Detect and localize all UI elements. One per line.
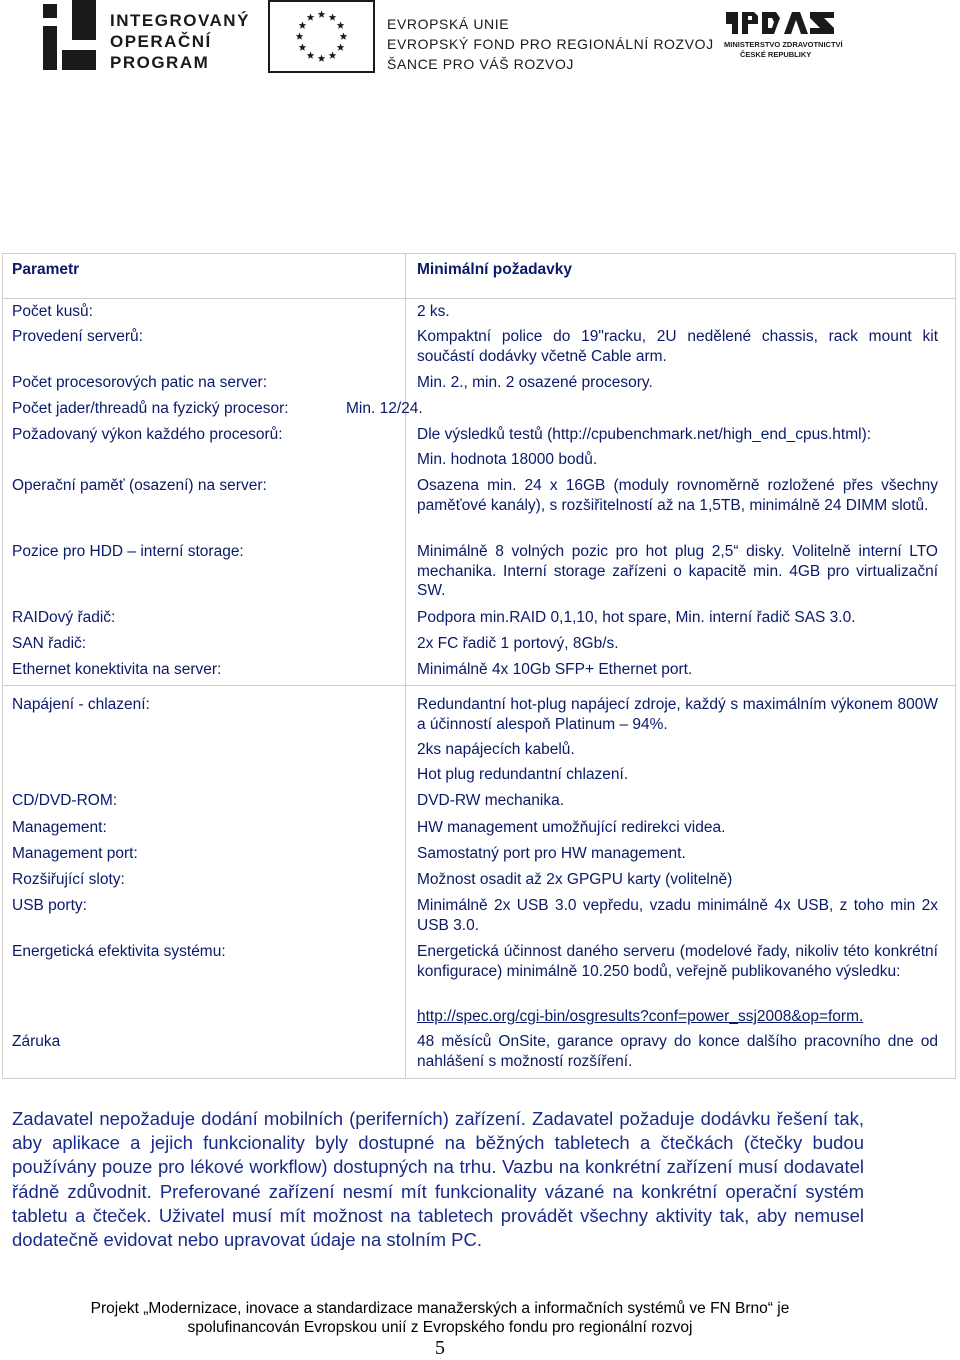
- eu-star-icon: [318, 55, 326, 62]
- row-value: Osazena min. 24 x 16GB (moduly rovnoměrně rozložené přes všechny paměťové kanály), s rozšiřitelností až na 1,5TB, minimálně 24 DIMM slotů.: [417, 477, 938, 514]
- row-value: HW management umožňující redirekci videa.: [417, 819, 726, 836]
- row-value: Minimálně 4x 10Gb SFP+ Ethernet port.: [417, 661, 693, 678]
- row-label: SAN řadič:: [12, 635, 87, 652]
- row-value: Podpora min.RAID 0,1,10, hot spare, Min. interní řadič SAS 3.0.: [417, 609, 856, 626]
- row-label: Záruka: [12, 1033, 61, 1050]
- eu-star-icon: [307, 13, 315, 20]
- row-value: Možnost osadit až 2x GPGPU karty (volitelně): [417, 871, 733, 888]
- eu-star-icon: [318, 11, 326, 18]
- iop-logo-line: PROGRAM: [110, 53, 210, 72]
- ministry-line: MINISTERSTVO ZDRAVOTNICTVÍ: [724, 40, 843, 49]
- eu-star-icon: [337, 22, 345, 29]
- eu-star-icon: [340, 33, 348, 40]
- eu-star-icon: [307, 52, 315, 59]
- eu-logo-text: [387, 14, 714, 74]
- page-number: 5: [435, 1337, 445, 1359]
- eu-line: EVROPSKÁ UNIE: [387, 16, 510, 32]
- ministry-line: ČESKÉ REPUBLIKY: [740, 50, 812, 59]
- row-value: Min. 12/24.: [346, 400, 423, 417]
- row-value: Redundantní hot-plug napájecí zdroje, každý s maximálním výkonem 800W a účinností alespoň Platinum – 94%.: [417, 696, 938, 733]
- row-value: 48 měsíců OnSite, garance opravy do konce dalšího pracovního dne od nahlášení s možností rozšíření.: [417, 1033, 938, 1070]
- row-value: 2 ks.: [417, 303, 450, 320]
- table-column-divider: [405, 253, 406, 1079]
- iop-logo-text: [110, 10, 250, 73]
- iop-logo-block: [43, 26, 57, 70]
- row-value: Minimálně 8 volných pozic pro hot plug 2,5“ disky. Volitelně interní LTO mechanika. Interní storage zařízeni o kapacitě min. 4GB pro virtualizační SW.: [417, 543, 938, 599]
- row-label: Management port:: [12, 845, 138, 862]
- row-label: Počet procesorových patic na server:: [12, 374, 268, 391]
- row-value: DVD-RW mechanika.: [417, 792, 565, 809]
- row-value: 2x FC řadič 1 portový, 8Gb/s.: [417, 635, 619, 652]
- eu-star-icon: [299, 22, 307, 29]
- row-value: Minimálně 2x USB 3.0 vepředu, vzadu minimálně 4x USB, z toho min 2x USB 3.0.: [417, 897, 938, 934]
- row-label: Operační paměť (osazení) na server:: [12, 477, 267, 494]
- table-row-divider: [2, 685, 956, 686]
- column-header-parameter: Parametr: [12, 261, 80, 278]
- row-label: RAIDový řadič:: [12, 609, 116, 626]
- eu-line: EVROPSKÝ FOND PRO REGIONÁLNÍ ROZVOJ: [387, 36, 714, 52]
- eu-star-icon: [296, 33, 304, 40]
- row-value: Energetická účinnost daného serveru (modelové řady, nikoliv této konkrétní konfigurace) minimálně 10.250 bodů, veřejně publikovaného výsledku:: [417, 943, 938, 980]
- footer-line: spolufinancován Evropskou unií z Evropského fondu pro regionální rozvoj: [187, 1319, 693, 1336]
- row-label: Počet kusů:: [12, 303, 93, 320]
- body-paragraph: Zadavatel nepožaduje dodání mobilních (periferních) zařízení. Zadavatel požaduje dodávku řešení tak, aby aplikace a jejich funkcionality byly dostupné na běžných tabletech a čtečkách (čtečky budou používány pouze pro lékové workflow) dostupných na trhu. Vazbu na konkrétní zařízení musí dodavatel řádně zdůvodnit. Preferované zařízení nesmí mít funkcionality vázané na konkrétní operační systém tabletu a čteček. Uživatel musí mít možnost na tabletech provádět všechny aktivity tak, aby nemusel dodatečně evidovat nebo upravovat údaje na stolním PC.: [12, 1108, 864, 1251]
- iop-logo-line: INTEGROVANÝ: [110, 11, 250, 30]
- iop-logo-block: [72, 0, 96, 40]
- ministry-logo-text: [724, 40, 843, 60]
- row-value: 2ks napájecích kabelů.: [417, 741, 575, 758]
- eu-line: ŠANCE PRO VÁŠ ROZVOJ: [387, 56, 575, 72]
- eu-star-icon: [329, 52, 337, 59]
- row-label: Požadovaný výkon každého procesorů:: [12, 426, 283, 443]
- table-header-divider: [2, 298, 956, 299]
- eu-star-icon: [337, 44, 345, 51]
- column-header-requirements: Minimální požadavky: [417, 261, 573, 278]
- row-label: Provedení serverů:: [12, 328, 143, 345]
- iop-logo-block: [43, 4, 57, 18]
- row-label: Napájení - chlazení:: [12, 696, 150, 713]
- row-label: Management:: [12, 819, 107, 836]
- row-value: Min. hodnota 18000 bodů.: [417, 451, 598, 468]
- eu-star-icon: [329, 13, 337, 20]
- row-value: Hot plug redundantní chlazení.: [417, 766, 629, 783]
- row-value: Kompaktní police do 19"racku, 2U nedělené chassis, rack mount kit součástí dodávky včetně Cable arm.: [417, 328, 938, 365]
- row-label: USB porty:: [12, 897, 87, 914]
- row-value: Samostatný port pro HW management.: [417, 845, 686, 862]
- eu-star-icon: [299, 44, 307, 51]
- row-label: Rozšiřující sloty:: [12, 871, 125, 888]
- row-label: Energetická efektivita systému:: [12, 943, 226, 960]
- iop-logo-block: [62, 50, 96, 70]
- footer-line: Projekt „Modernizace, inovace a standardizace manažerských a informačních systémů ve FN Brno“ je: [90, 1300, 790, 1317]
- row-label: Počet jader/threadů na fyzický procesor:: [12, 400, 289, 417]
- row-label: CD/DVD-ROM:: [12, 792, 118, 809]
- row-value: Dle výsledků testů (http://cpubenchmark.net/high_end_cpus.html):: [417, 426, 872, 443]
- spec-results-link[interactable]: http://spec.org/cgi-bin/osgresults?conf=power_ssj2008&op=form.: [417, 1008, 864, 1025]
- row-value: Min. 2., min. 2 osazené procesory.: [417, 374, 653, 391]
- iop-logo-line: OPERAČNÍ: [110, 32, 212, 51]
- row-label: Ethernet konektivita na server:: [12, 661, 222, 678]
- eu-flag-icon: [268, 0, 375, 73]
- row-label: Pozice pro HDD – interní storage:: [12, 543, 244, 560]
